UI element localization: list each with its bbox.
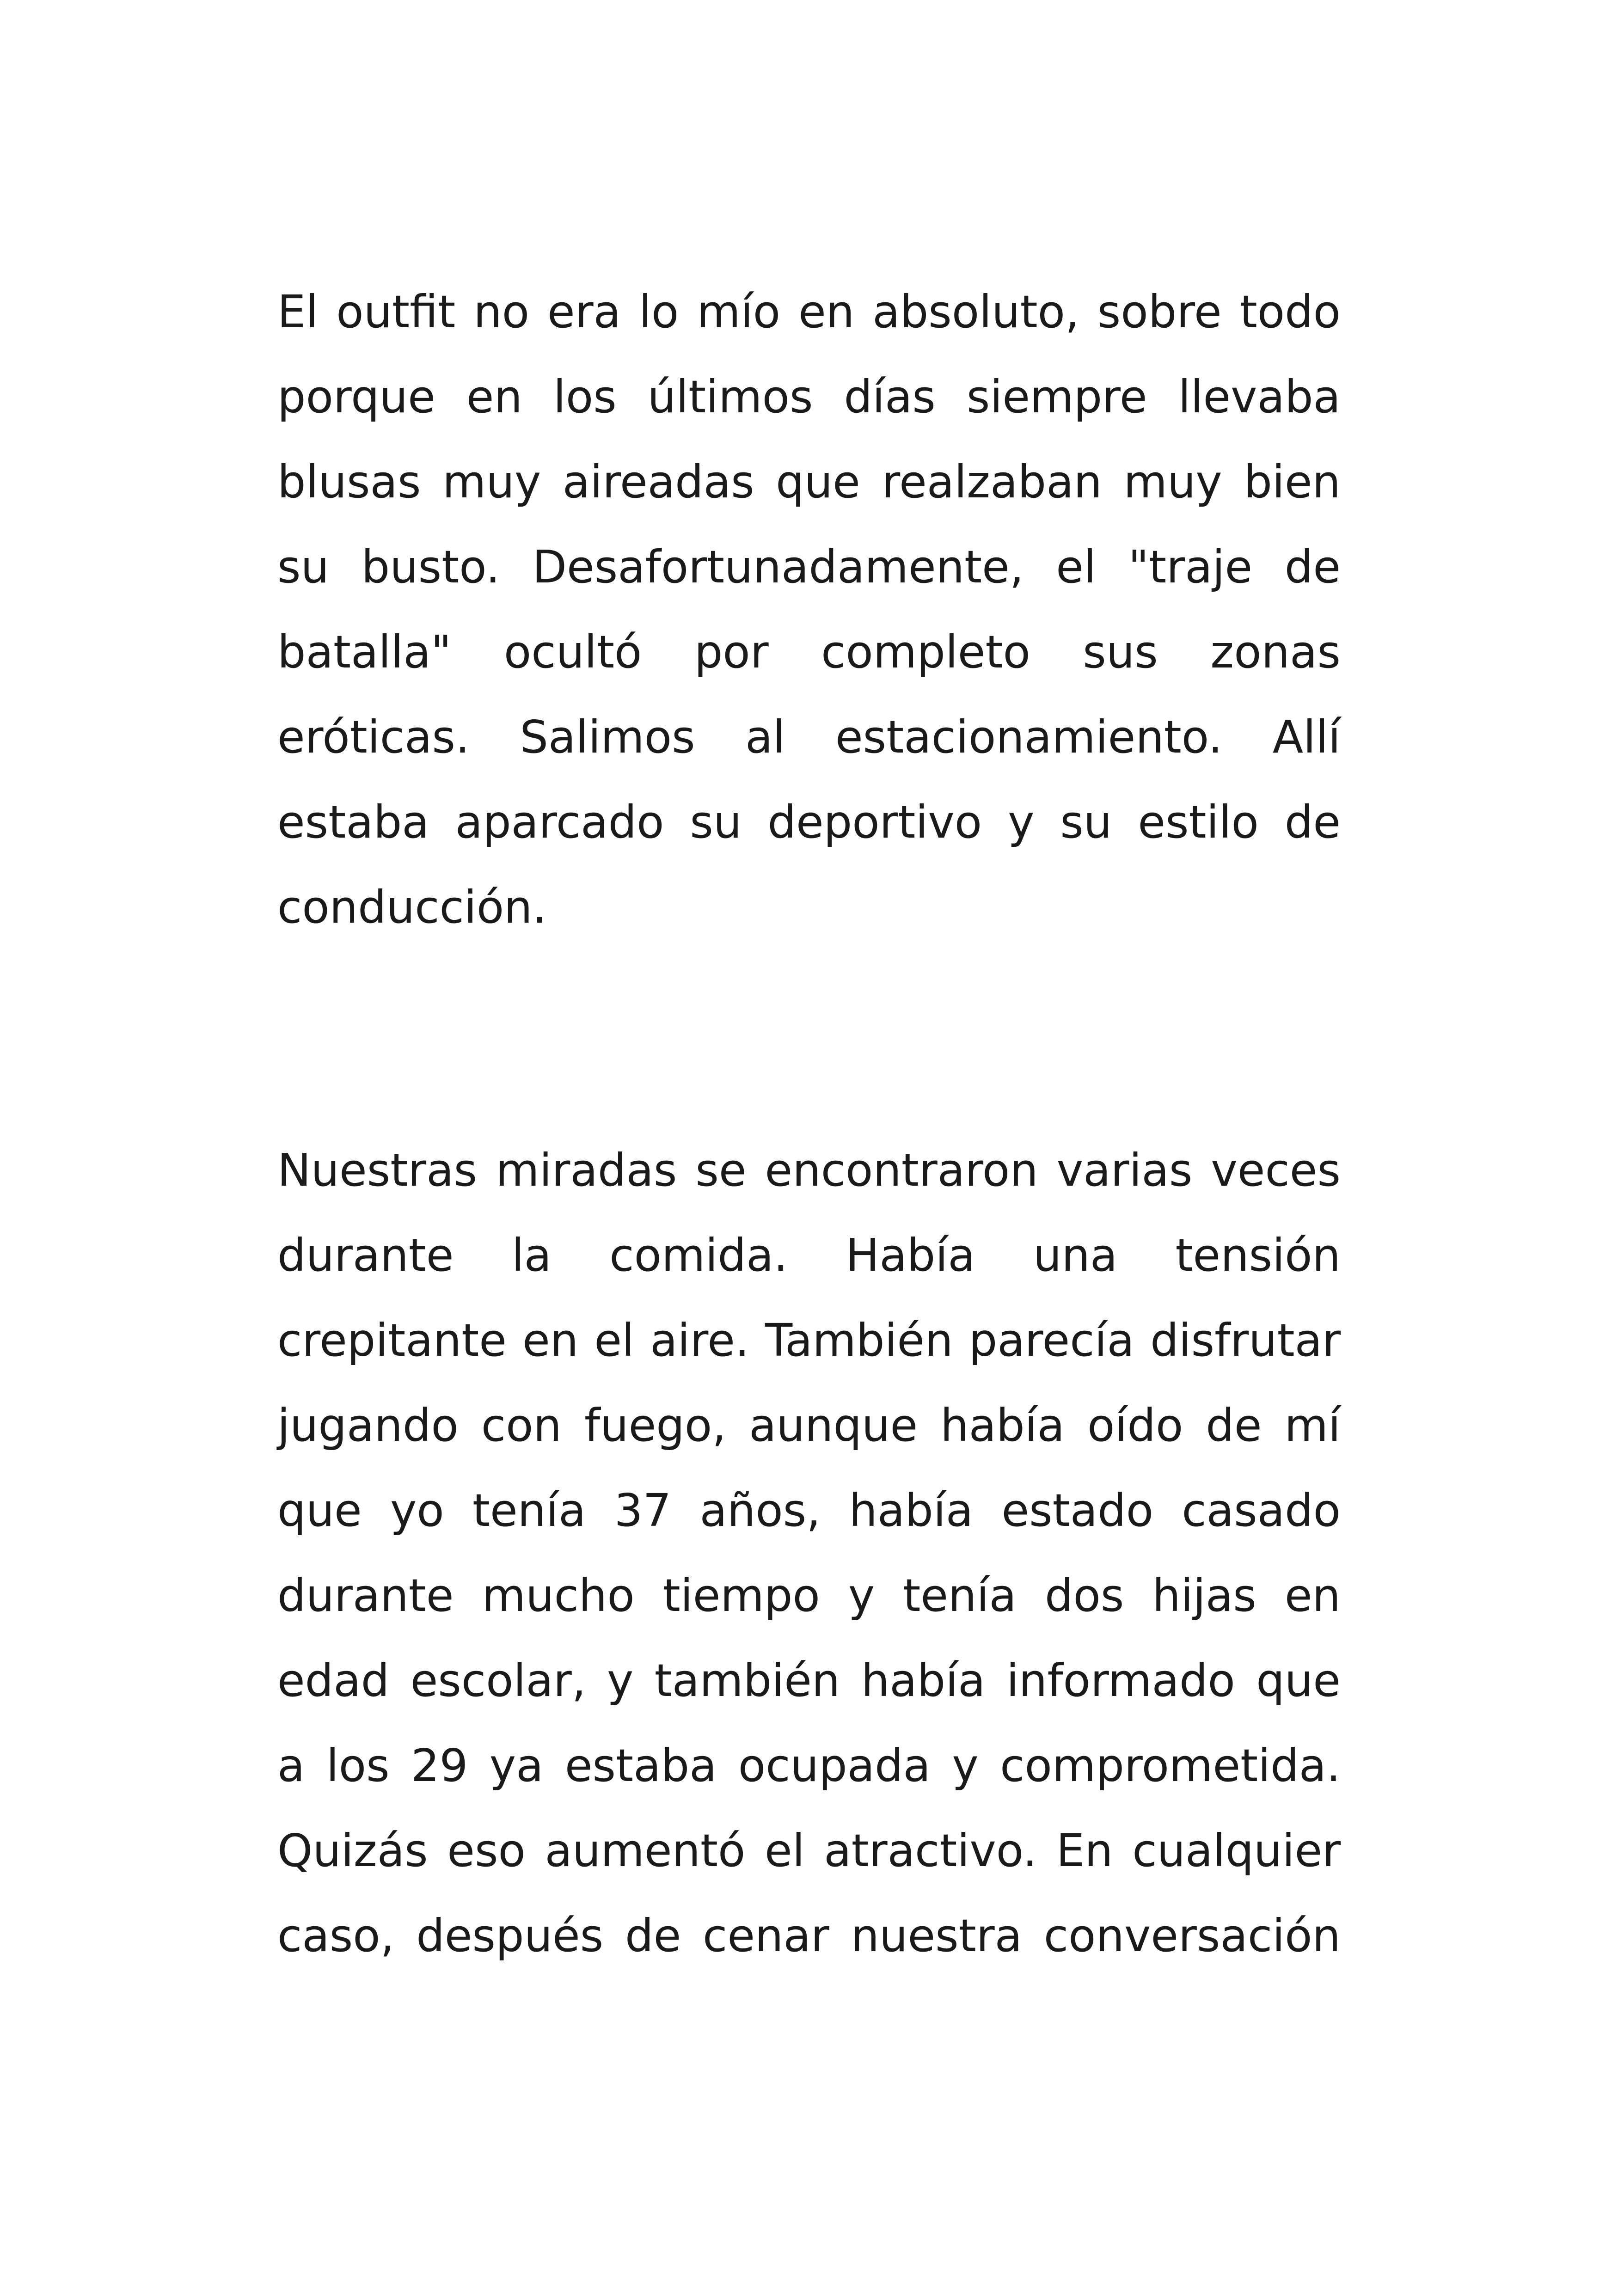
text-line: caso, después de cenar nuestra conversación — [277, 1910, 1341, 1962]
text-line: jugando con fuego, aunque había oído de mí — [277, 1399, 1341, 1451]
text-line: crepitante en el aire. También parecía disfrutar — [277, 1314, 1341, 1366]
text-line: a los 29 ya estaba ocupada y comprometida. — [277, 1739, 1341, 1792]
text-line: El outfit no era lo mío en absoluto, sobre todo — [277, 286, 1341, 338]
text-line: su busto. Desafortunadamente, el "traje de — [277, 541, 1341, 593]
text-line: porque en los últimos días siempre llevaba — [277, 371, 1341, 423]
text-line: Quizás eso aumentó el atractivo. En cualquier — [277, 1825, 1341, 1877]
paragraph-1 — [277, 269, 1341, 950]
text-line: durante la comida. Había una tensión — [277, 1229, 1341, 1281]
text-line: durante mucho tiempo y tenía dos hijas en — [277, 1569, 1341, 1622]
paragraph-2 — [277, 1128, 1341, 1978]
text-line: estaba aparcado su deportivo y su estilo de — [277, 796, 1341, 848]
text-line: que yo tenía 37 años, había estado casado — [277, 1484, 1341, 1537]
text-line: eróticas. Salimos al estacionamiento. Allí — [277, 711, 1341, 763]
text-line: edad escolar, y también había informado que — [277, 1654, 1341, 1707]
text-line: batalla" ocultó por completo sus zonas — [277, 626, 1341, 678]
text-line: blusas muy aireadas que realzaban muy bien — [277, 456, 1341, 508]
text-line: Nuestras miradas se encontraron varias veces — [277, 1144, 1341, 1196]
text-line: conducción. — [277, 881, 547, 933]
